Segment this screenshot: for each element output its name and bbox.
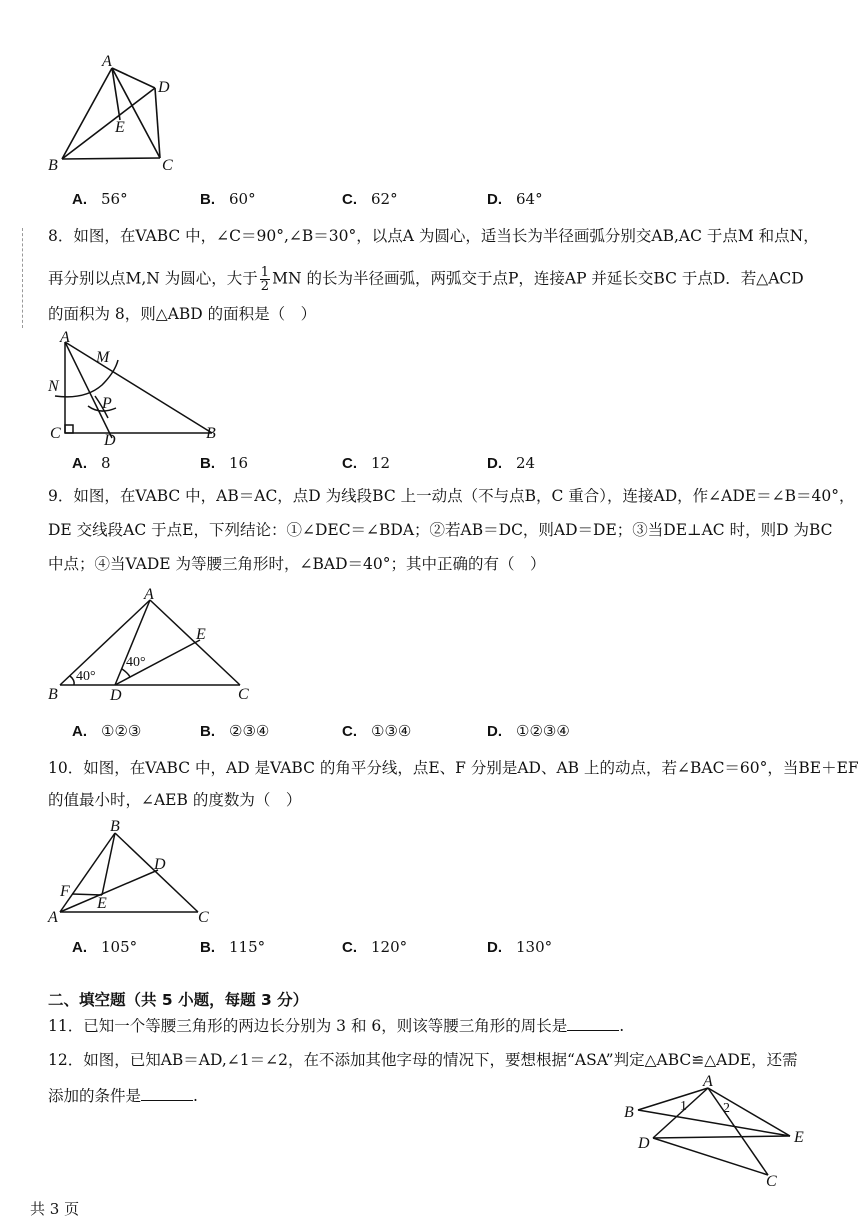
q12-answer-blank[interactable] — [141, 1086, 193, 1101]
q10-option-a: A. 105° — [72, 938, 138, 956]
q12-label-b: B — [624, 1104, 634, 1121]
q9-line3: 中点；④当VADE 为等腰三角形时，∠BAD＝40°；其中正确的有（ ） — [48, 555, 546, 573]
q10-label-e: E — [97, 895, 107, 912]
q9-label-c: C — [238, 686, 249, 703]
q9-option-b: B. ②③④ — [200, 722, 270, 740]
q10-label-c: C — [198, 909, 209, 926]
q8-label-c: C — [50, 425, 61, 442]
q12-angle-1: 1 — [680, 1099, 687, 1114]
q7-option-d: D. 64° — [487, 190, 543, 208]
q12-label-d: D — [638, 1135, 650, 1152]
q8-line1: 8．如图，在VABC 中，∠C＝90°,∠B＝30°，以点A 为圆心，适当长为半径画弧分别交AB,AC 于点M 和点N， — [48, 227, 819, 245]
q10-label-f: F — [60, 883, 70, 900]
q10-line1: 10．如图，在VABC 中，AD 是VABC 的角平分线，点E、F 分别是AD、AB 上的动点，若∠BAC＝60°，当BE＋EF — [48, 759, 859, 777]
q10-option-b: B. 115° — [200, 938, 266, 956]
q9-angle-b: 40° — [76, 669, 96, 684]
q8-option-b: B. 16 — [200, 454, 249, 472]
page-footer: 共 3 页 — [30, 1200, 80, 1218]
q9-label-a: A — [144, 586, 154, 603]
q8-label-m: M — [96, 349, 110, 366]
q8-option-d: D. 24 — [487, 454, 536, 472]
q12-line2: 添加的条件是 . — [48, 1087, 198, 1105]
q9-angle-d: 40° — [126, 655, 146, 670]
q7-figure — [40, 50, 200, 180]
q8-line2: 再分别以点M,N 为圆心，大于 $\frac{1}{2}$ MN 的长为半径画弧，两弧交于点P，连接AP 并延长交BC 于点D．若△ACD — [48, 265, 804, 294]
q10-figure — [40, 815, 230, 930]
q7-label-b: B — [48, 157, 58, 174]
q8-label-b: B — [206, 425, 216, 442]
q10-option-d: D. 130° — [487, 938, 553, 956]
q9-line1: 9．如图，在VABC 中，AB＝AC，点D 为线段BC 上一动点（不与点B，C 重合），连接AD，作∠ADE＝∠B＝40°， — [48, 487, 855, 505]
q12-label-e: E — [794, 1129, 804, 1146]
q12-line1: 12．如图，已知AB＝AD,∠1＝∠2，在不添加其他字母的情况下，要想根据“ASA”判定△ABC≌△ADE，还需 — [48, 1051, 798, 1069]
q9-line2: DE 交线段AC 于点E，下列结论：①∠DEC＝∠BDA；②若AB＝DC，则AD＝DE；③当DE⊥AC 时，则D 为BC — [48, 521, 833, 539]
q8-label-p: P — [102, 395, 112, 412]
q9-label-e: E — [196, 626, 206, 643]
q11-text: 11．已知一个等腰三角形的两边长分别为 3 和 6，则该等腰三角形的周长是 . — [48, 1017, 625, 1035]
q10-label-b: B — [110, 818, 120, 835]
q10-line2: 的值最小时，∠AEB 的度数为（ ） — [48, 791, 302, 809]
q7-label-e: E — [115, 119, 125, 136]
q9-label-d: D — [110, 687, 122, 704]
q12-label-c: C — [766, 1173, 777, 1190]
q9-option-a: A. ①②③ — [72, 722, 142, 740]
q10-option-c: C. 120° — [342, 938, 408, 956]
q12-figure — [618, 1070, 818, 1190]
q8-label-n: N — [48, 378, 59, 395]
q8-option-a: A. 8 — [72, 454, 111, 472]
q10-label-d: D — [154, 856, 166, 873]
q7-label-d: D — [158, 79, 170, 96]
q8-line3: 的面积为 8，则△ABD 的面积是（ ） — [48, 305, 317, 323]
q8-option-c: C. 12 — [342, 454, 391, 472]
q7-option-a: A. 56° — [72, 190, 128, 208]
q12-label-a: A — [703, 1073, 713, 1090]
q8-label-a: A — [60, 329, 70, 346]
section-title: 二、填空题（共 5 小题，每题 3 分） — [48, 991, 309, 1009]
q9-label-b: B — [48, 686, 58, 703]
q10-label-a: A — [48, 909, 58, 926]
q8-label-d: D — [104, 432, 116, 449]
q9-option-d: D. ①②③④ — [487, 722, 570, 740]
q7-option-b: B. 60° — [200, 190, 256, 208]
q11-answer-blank[interactable] — [567, 1016, 619, 1031]
q9-figure — [40, 585, 270, 705]
q12-angle-2: 2 — [723, 1101, 730, 1116]
q7-label-c: C — [162, 157, 173, 174]
q7-label-a: A — [102, 53, 112, 70]
q8-figure — [40, 330, 230, 450]
q7-option-c: C. 62° — [342, 190, 398, 208]
q9-option-c: C. ①③④ — [342, 722, 412, 740]
